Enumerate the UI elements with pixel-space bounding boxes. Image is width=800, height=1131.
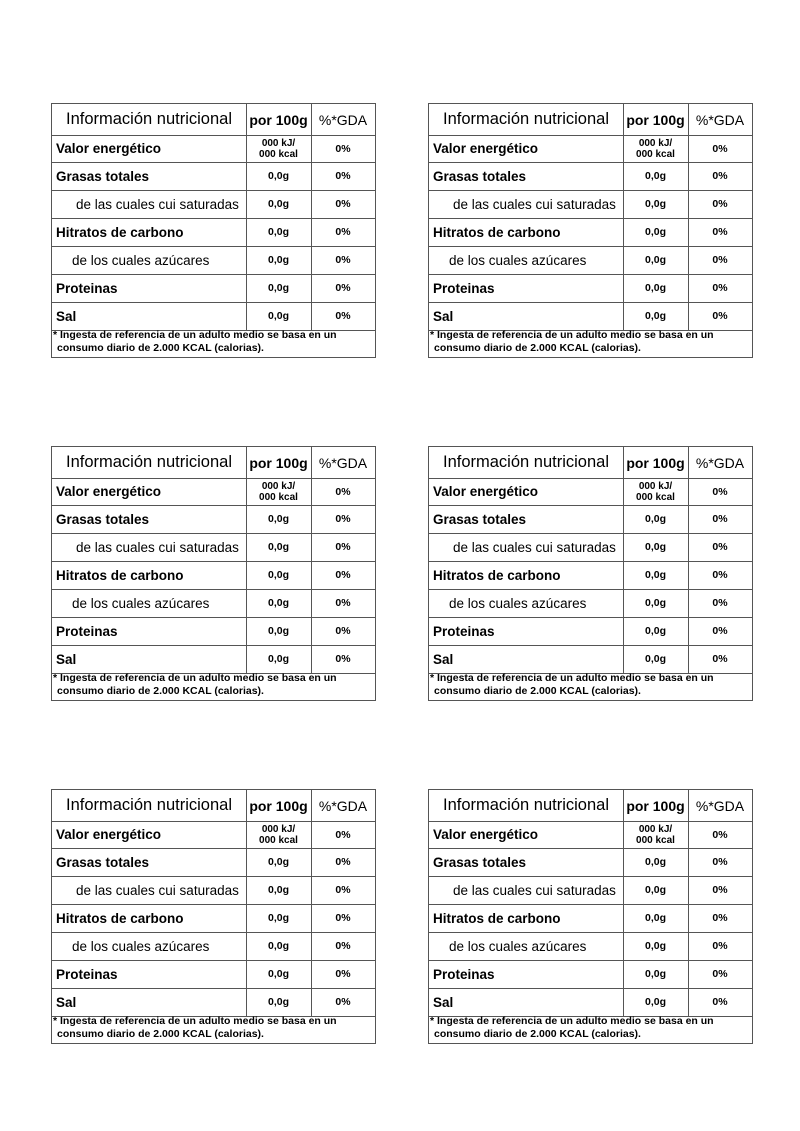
header-gda: %*GDA bbox=[318, 111, 368, 128]
energy-row bbox=[52, 478, 375, 505]
nutrient-value: 0,0g bbox=[644, 541, 666, 553]
header-row bbox=[52, 104, 375, 135]
footnote-line2: consumo diario de 2.000 KCAL (calorias). bbox=[57, 685, 264, 697]
footnote bbox=[53, 672, 373, 698]
nutrition-label bbox=[51, 103, 376, 358]
nutrient-row bbox=[429, 561, 752, 589]
nutrient-value: 0,0g bbox=[644, 940, 666, 952]
nutrient-value: 0,0g bbox=[644, 310, 666, 322]
nutrition-label bbox=[51, 789, 376, 1044]
nutrient-name: Proteinas bbox=[433, 966, 495, 982]
nutrient-name: Proteinas bbox=[56, 966, 118, 982]
nutrient-name: de los cuales azúcares bbox=[449, 252, 587, 268]
nutrient-value: 0,0g bbox=[644, 968, 666, 980]
nutrient-value: 0,0g bbox=[644, 282, 666, 294]
nutrient-value: 0,0g bbox=[644, 597, 666, 609]
nutrient-name: Grasas totales bbox=[433, 168, 527, 184]
nutrient-gda: 0% bbox=[335, 310, 351, 322]
energy-label: Valor energético bbox=[56, 484, 162, 499]
energy-kj: 000 kJ/ bbox=[261, 137, 296, 149]
nutrient-gda: 0% bbox=[335, 541, 351, 553]
nutrient-value: 0,0g bbox=[267, 968, 289, 980]
nutrition-label bbox=[428, 446, 753, 701]
nutrient-row bbox=[429, 904, 752, 932]
header-gda: %*GDA bbox=[318, 454, 368, 471]
header-per100: por 100g bbox=[249, 797, 308, 814]
nutrient-row bbox=[52, 645, 375, 673]
nutrient-gda: 0% bbox=[712, 569, 728, 581]
energy-label: Valor energético bbox=[433, 141, 539, 156]
nutrient-value: 0,0g bbox=[267, 282, 289, 294]
nutrient-value: 0,0g bbox=[267, 940, 289, 952]
energy-kcal: 000 kcal bbox=[259, 491, 298, 503]
energy-label: Valor energético bbox=[56, 827, 162, 842]
header-per100: por 100g bbox=[626, 111, 685, 128]
energy-kcal: 000 kcal bbox=[259, 834, 298, 846]
footnote bbox=[53, 1015, 373, 1041]
nutrient-name: Grasas totales bbox=[56, 168, 150, 184]
nutrient-gda: 0% bbox=[335, 912, 351, 924]
nutrient-name: Sal bbox=[433, 994, 454, 1010]
nutrient-value: 0,0g bbox=[644, 254, 666, 266]
nutrient-gda: 0% bbox=[712, 541, 728, 553]
nutrient-name: Hitratos de carbono bbox=[433, 910, 561, 926]
nutrient-row bbox=[429, 302, 752, 330]
nutrient-name: Grasas totales bbox=[433, 511, 527, 527]
nutrient-gda: 0% bbox=[712, 884, 728, 896]
nutrient-gda: 0% bbox=[335, 940, 351, 952]
nutrient-row bbox=[52, 218, 375, 246]
nutrient-gda: 0% bbox=[335, 198, 351, 210]
energy-gda: 0% bbox=[712, 828, 728, 841]
nutrient-row bbox=[52, 162, 375, 190]
energy-value bbox=[246, 821, 311, 848]
nutrient-name: Hitratos de carbono bbox=[56, 910, 184, 926]
header-title: Información nutricional bbox=[443, 796, 609, 814]
energy-gda: 0% bbox=[335, 485, 351, 498]
nutrient-name: de las cuales cui saturadas bbox=[76, 539, 239, 555]
nutrient-value: 0,0g bbox=[644, 653, 666, 665]
footnote-line1: * Ingesta de referencia de un adulto medio se basa en un bbox=[430, 1015, 714, 1027]
energy-value bbox=[623, 821, 688, 848]
nutrient-name: Hitratos de carbono bbox=[56, 224, 184, 240]
energy-row bbox=[52, 135, 375, 162]
nutrient-row bbox=[52, 274, 375, 302]
energy-value bbox=[246, 478, 311, 505]
nutrient-value: 0,0g bbox=[267, 996, 289, 1008]
nutrient-value: 0,0g bbox=[644, 912, 666, 924]
nutrition-label bbox=[428, 103, 753, 358]
nutrient-gda: 0% bbox=[712, 653, 728, 665]
nutrient-value: 0,0g bbox=[267, 912, 289, 924]
footnote-line1: * Ingesta de referencia de un adulto medio se basa en un bbox=[430, 672, 714, 684]
nutrient-row bbox=[429, 988, 752, 1016]
nutrient-value: 0,0g bbox=[267, 884, 289, 896]
nutrient-value: 0,0g bbox=[644, 884, 666, 896]
header-title: Información nutricional bbox=[66, 453, 232, 471]
nutrient-row bbox=[52, 960, 375, 988]
nutrient-name: de los cuales azúcares bbox=[72, 938, 210, 954]
header-gda: %*GDA bbox=[695, 797, 745, 814]
footnote-line1: * Ingesta de referencia de un adulto medio se basa en un bbox=[53, 1015, 337, 1027]
nutrient-name: Sal bbox=[56, 651, 77, 667]
nutrient-gda: 0% bbox=[712, 996, 728, 1008]
nutrient-gda: 0% bbox=[712, 625, 728, 637]
nutrient-gda: 0% bbox=[712, 856, 728, 868]
footnote bbox=[430, 1015, 750, 1041]
nutrition-label bbox=[51, 446, 376, 701]
nutrient-gda: 0% bbox=[712, 968, 728, 980]
nutrient-gda: 0% bbox=[712, 226, 728, 238]
energy-kj: 000 kJ/ bbox=[638, 480, 673, 492]
energy-label: Valor energético bbox=[433, 827, 539, 842]
energy-row bbox=[52, 821, 375, 848]
nutrient-name: Hitratos de carbono bbox=[56, 567, 184, 583]
nutrient-gda: 0% bbox=[335, 884, 351, 896]
nutrient-row bbox=[52, 190, 375, 218]
footnote-line2: consumo diario de 2.000 KCAL (calorias). bbox=[57, 342, 264, 354]
nutrient-row bbox=[52, 505, 375, 533]
header-title: Información nutricional bbox=[443, 110, 609, 128]
nutrient-row bbox=[429, 960, 752, 988]
energy-value bbox=[623, 135, 688, 162]
nutrient-value: 0,0g bbox=[644, 513, 666, 525]
nutrient-value: 0,0g bbox=[267, 170, 289, 182]
energy-gda: 0% bbox=[712, 142, 728, 155]
header-per100: por 100g bbox=[249, 454, 308, 471]
nutrient-name: Proteinas bbox=[56, 280, 118, 296]
nutrient-gda: 0% bbox=[335, 569, 351, 581]
header-row bbox=[429, 447, 752, 478]
energy-kcal: 000 kcal bbox=[636, 148, 675, 160]
nutrient-value: 0,0g bbox=[267, 198, 289, 210]
nutrient-name: de los cuales azúcares bbox=[72, 595, 210, 611]
nutrient-gda: 0% bbox=[335, 996, 351, 1008]
nutrient-row bbox=[52, 561, 375, 589]
nutrient-value: 0,0g bbox=[267, 856, 289, 868]
footnote-line2: consumo diario de 2.000 KCAL (calorias). bbox=[57, 1028, 264, 1040]
nutrient-value: 0,0g bbox=[644, 198, 666, 210]
energy-kcal: 000 kcal bbox=[636, 491, 675, 503]
energy-row bbox=[429, 821, 752, 848]
nutrient-row bbox=[429, 876, 752, 904]
nutrient-name: de las cuales cui saturadas bbox=[453, 196, 616, 212]
nutrient-value: 0,0g bbox=[644, 170, 666, 182]
nutrient-name: Proteinas bbox=[56, 623, 118, 639]
nutrient-gda: 0% bbox=[712, 282, 728, 294]
nutrient-value: 0,0g bbox=[267, 653, 289, 665]
nutrient-gda: 0% bbox=[712, 940, 728, 952]
nutrient-name: Sal bbox=[56, 994, 77, 1010]
header-title: Información nutricional bbox=[66, 110, 232, 128]
header-row bbox=[52, 790, 375, 821]
header-per100: por 100g bbox=[626, 454, 685, 471]
nutrient-gda: 0% bbox=[335, 856, 351, 868]
nutrient-gda: 0% bbox=[335, 513, 351, 525]
nutrient-name: de las cuales cui saturadas bbox=[76, 196, 239, 212]
nutrient-row bbox=[429, 645, 752, 673]
nutrient-name: Grasas totales bbox=[56, 854, 150, 870]
header-gda: %*GDA bbox=[695, 454, 745, 471]
nutrient-name: Hitratos de carbono bbox=[433, 567, 561, 583]
energy-kj: 000 kJ/ bbox=[638, 823, 673, 835]
footnote bbox=[430, 672, 750, 698]
nutrient-row bbox=[429, 505, 752, 533]
nutrient-gda: 0% bbox=[335, 968, 351, 980]
nutrient-name: de las cuales cui saturadas bbox=[453, 882, 616, 898]
nutrient-value: 0,0g bbox=[267, 597, 289, 609]
header-per100: por 100g bbox=[626, 797, 685, 814]
nutrient-gda: 0% bbox=[335, 625, 351, 637]
header-title: Información nutricional bbox=[443, 453, 609, 471]
nutrient-row bbox=[429, 190, 752, 218]
header-row bbox=[429, 104, 752, 135]
energy-row bbox=[429, 135, 752, 162]
nutrient-row bbox=[52, 988, 375, 1016]
header-gda: %*GDA bbox=[318, 797, 368, 814]
nutrient-row bbox=[52, 589, 375, 617]
energy-kj: 000 kJ/ bbox=[261, 823, 296, 835]
nutrient-value: 0,0g bbox=[267, 625, 289, 637]
nutrient-name: de los cuales azúcares bbox=[449, 595, 587, 611]
nutrient-value: 0,0g bbox=[267, 513, 289, 525]
header-title: Información nutricional bbox=[66, 796, 232, 814]
nutrient-gda: 0% bbox=[335, 170, 351, 182]
header-row bbox=[52, 447, 375, 478]
footnote-line2: consumo diario de 2.000 KCAL (calorias). bbox=[434, 342, 641, 354]
footnote-line1: * Ingesta de referencia de un adulto medio se basa en un bbox=[430, 329, 714, 341]
nutrient-row bbox=[52, 848, 375, 876]
nutrient-row bbox=[429, 274, 752, 302]
energy-kj: 000 kJ/ bbox=[638, 137, 673, 149]
nutrient-name: Sal bbox=[433, 651, 454, 667]
nutrient-gda: 0% bbox=[712, 912, 728, 924]
energy-value bbox=[246, 135, 311, 162]
nutrient-value: 0,0g bbox=[267, 254, 289, 266]
nutrient-row bbox=[429, 589, 752, 617]
nutrient-value: 0,0g bbox=[267, 541, 289, 553]
footnote-line1: * Ingesta de referencia de un adulto medio se basa en un bbox=[53, 329, 337, 341]
nutrient-row bbox=[52, 533, 375, 561]
nutrient-gda: 0% bbox=[712, 597, 728, 609]
header-per100: por 100g bbox=[249, 111, 308, 128]
footnote-line2: consumo diario de 2.000 KCAL (calorias). bbox=[434, 1028, 641, 1040]
energy-label: Valor energético bbox=[56, 141, 162, 156]
nutrient-value: 0,0g bbox=[267, 569, 289, 581]
nutrient-row bbox=[429, 162, 752, 190]
energy-gda: 0% bbox=[712, 485, 728, 498]
nutrient-name: de las cuales cui saturadas bbox=[453, 539, 616, 555]
nutrient-value: 0,0g bbox=[644, 226, 666, 238]
header-gda: %*GDA bbox=[695, 111, 745, 128]
nutrient-value: 0,0g bbox=[644, 569, 666, 581]
nutrient-value: 0,0g bbox=[644, 996, 666, 1008]
footnote bbox=[430, 329, 750, 355]
nutrient-name: Grasas totales bbox=[433, 854, 527, 870]
nutrient-name: Proteinas bbox=[433, 623, 495, 639]
nutrient-value: 0,0g bbox=[644, 856, 666, 868]
energy-kj: 000 kJ/ bbox=[261, 480, 296, 492]
nutrient-row bbox=[429, 617, 752, 645]
nutrient-row bbox=[429, 932, 752, 960]
energy-kcal: 000 kcal bbox=[636, 834, 675, 846]
nutrient-row bbox=[429, 848, 752, 876]
nutrient-name: de los cuales azúcares bbox=[72, 252, 210, 268]
nutrient-row bbox=[52, 932, 375, 960]
nutrient-value: 0,0g bbox=[644, 625, 666, 637]
nutrient-name: Sal bbox=[433, 308, 454, 324]
nutrient-name: de los cuales azúcares bbox=[449, 938, 587, 954]
header-row bbox=[429, 790, 752, 821]
nutrient-name: de las cuales cui saturadas bbox=[76, 882, 239, 898]
nutrient-row bbox=[52, 617, 375, 645]
energy-value bbox=[623, 478, 688, 505]
nutrient-name: Sal bbox=[56, 308, 77, 324]
nutrient-gda: 0% bbox=[712, 513, 728, 525]
energy-gda: 0% bbox=[335, 828, 351, 841]
nutrient-row bbox=[429, 218, 752, 246]
footnote-line1: * Ingesta de referencia de un adulto medio se basa en un bbox=[53, 672, 337, 684]
nutrient-gda: 0% bbox=[712, 310, 728, 322]
nutrient-value: 0,0g bbox=[267, 226, 289, 238]
energy-row bbox=[429, 478, 752, 505]
footnote bbox=[53, 329, 373, 355]
nutrient-gda: 0% bbox=[335, 653, 351, 665]
nutrient-name: Grasas totales bbox=[56, 511, 150, 527]
nutrient-row bbox=[52, 246, 375, 274]
nutrient-name: Hitratos de carbono bbox=[433, 224, 561, 240]
nutrient-row bbox=[52, 876, 375, 904]
energy-label: Valor energético bbox=[433, 484, 539, 499]
footnote-line2: consumo diario de 2.000 KCAL (calorias). bbox=[434, 685, 641, 697]
nutrient-gda: 0% bbox=[335, 226, 351, 238]
nutrient-gda: 0% bbox=[712, 170, 728, 182]
nutrient-name: Proteinas bbox=[433, 280, 495, 296]
energy-gda: 0% bbox=[335, 142, 351, 155]
nutrient-gda: 0% bbox=[712, 198, 728, 210]
nutrient-gda: 0% bbox=[335, 254, 351, 266]
nutrient-row bbox=[429, 246, 752, 274]
energy-kcal: 000 kcal bbox=[259, 148, 298, 160]
nutrient-gda: 0% bbox=[712, 254, 728, 266]
nutrient-gda: 0% bbox=[335, 597, 351, 609]
nutrient-gda: 0% bbox=[335, 282, 351, 294]
nutrient-row bbox=[52, 904, 375, 932]
nutrient-row bbox=[429, 533, 752, 561]
nutrient-row bbox=[52, 302, 375, 330]
nutrition-label bbox=[428, 789, 753, 1044]
nutrient-value: 0,0g bbox=[267, 310, 289, 322]
